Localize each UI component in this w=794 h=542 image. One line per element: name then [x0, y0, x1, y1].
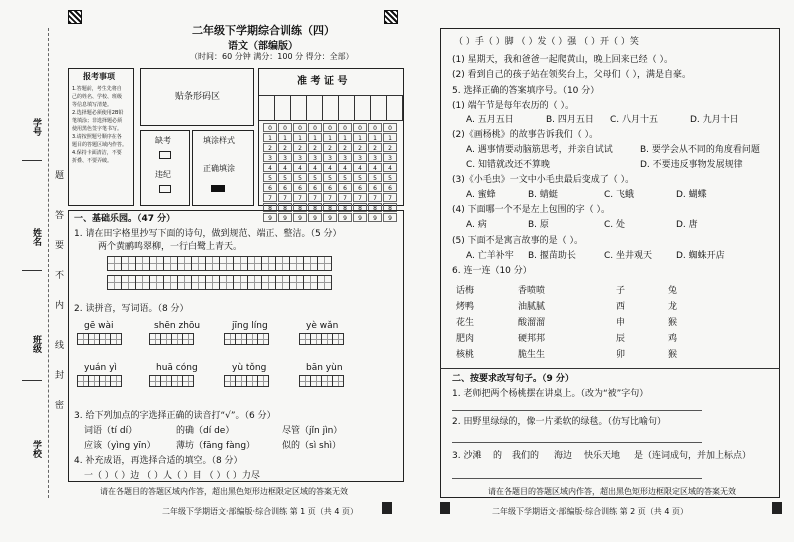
digit-bubble[interactable]: 0 [353, 123, 367, 132]
digit-bubble[interactable]: 6 [308, 183, 322, 192]
pinyin-grid-1[interactable] [78, 333, 122, 345]
digit-bubble[interactable]: 1 [338, 133, 352, 142]
digit-bubble[interactable]: 4 [383, 163, 397, 172]
digit-bubble[interactable]: 6 [278, 183, 292, 192]
match-left-item[interactable]: 话梅 [456, 286, 475, 296]
digit-bubble[interactable]: 6 [368, 183, 382, 192]
pinyin-grid-7[interactable] [225, 375, 269, 387]
q5-3-opt-c[interactable]: C. 飞蛾 [604, 190, 635, 200]
digit-bubble[interactable]: 5 [323, 173, 337, 182]
digit-bubble[interactable]: 7 [278, 193, 292, 202]
digit-bubble[interactable]: 9 [263, 213, 277, 222]
notice-title: 报考事项 [83, 72, 115, 81]
q6-right2-col[interactable] [668, 283, 688, 363]
notice-line: 使用黑色签字笔书写。 [72, 126, 123, 132]
s2-q1: 1. 老师把两个杨桃摆在讲桌上。（改为“被”字句） [452, 389, 649, 399]
s2-q3-w4: 海边 [554, 451, 573, 461]
q5-title: 5. 选择正确的答案填序号。（10 分） [452, 86, 600, 96]
digit-bubble[interactable]: 3 [368, 153, 382, 162]
page-title: 二年级下学期综合训练（四） [192, 24, 335, 37]
margin-rule [22, 270, 42, 271]
q4-sentence-2: (2) 看到自己的孩子站在领奖台上，父母们（ ），满是自豪。 [452, 70, 691, 80]
answer-line-3[interactable] [452, 478, 702, 479]
digit-bubble[interactable]: 2 [353, 143, 367, 152]
corner-mark-icon [382, 502, 392, 514]
q3-text: 3. 给下列加点的字选择正确的读音打“√”。（6 分） [74, 411, 276, 421]
digit-bubble[interactable]: 2 [278, 143, 292, 152]
match-right-item[interactable]: 猴 [668, 350, 678, 360]
absent-label: 缺考 [155, 136, 171, 145]
admission-title: 准 考 证 号 [297, 76, 348, 87]
fill-sample-title: 填涂样式 [203, 136, 235, 145]
match-left-item[interactable]: 花生 [456, 318, 475, 328]
digit-bubble[interactable]: 2 [263, 143, 277, 152]
q5-3-opt-b[interactable]: B. 蜻蜓 [528, 190, 558, 200]
pinyin-5: yuán yì [84, 363, 117, 373]
digit-bubble[interactable]: 7 [338, 193, 352, 202]
pinyin-8: bān yùn [306, 363, 343, 373]
q5-1-opt-c[interactable]: C. 八月十五 [610, 115, 659, 125]
match-right-item[interactable]: 申 [616, 318, 626, 328]
pinyin-grid-3[interactable] [225, 333, 269, 345]
match-mid-item[interactable]: 脆生生 [518, 350, 546, 360]
absent-checkbox[interactable] [159, 151, 171, 159]
answer-line-2[interactable] [452, 442, 702, 443]
notice-box [68, 68, 134, 206]
violation-label: 违纪 [155, 170, 171, 179]
digit-bubble[interactable]: 4 [353, 163, 367, 172]
digit-bubble[interactable]: 0 [383, 123, 397, 132]
student-id-label: 学号 [31, 118, 41, 136]
q1-writing-grid-1[interactable] [108, 256, 332, 271]
q5-2-opt-c[interactable]: C. 知错就改还不算晚 [466, 160, 551, 170]
digit-bubble[interactable]: 7 [383, 193, 397, 202]
digit-bubble[interactable]: 1 [278, 133, 292, 142]
digit-bubble[interactable]: 7 [308, 193, 322, 202]
answer-line-1[interactable] [452, 410, 702, 411]
digit-bubble[interactable]: 9 [368, 213, 382, 222]
notice-line: 己的姓名、学校、班级 [72, 94, 123, 100]
pinyin-6: huā cóng [156, 363, 198, 373]
digit-bubble[interactable]: 8 [263, 203, 277, 212]
notice-line: 3.请按照题号顺序在各 [72, 134, 122, 140]
class-label: 班级 [31, 335, 41, 353]
digit-bubble[interactable]: 3 [308, 153, 322, 162]
name-label: 姓名 [31, 228, 41, 246]
digit-bubble[interactable]: 2 [338, 143, 352, 152]
section2-title: 二、按要求改写句子。（9 分） [452, 374, 574, 384]
digit-bubble[interactable]: 1 [383, 133, 397, 142]
absent-box [140, 130, 190, 206]
pinyin-grid-5[interactable] [78, 375, 122, 387]
q5-5: (5) 下面不是寓言故事的是（ ）。 [452, 236, 583, 246]
digit-bubble[interactable]: 9 [353, 213, 367, 222]
seal-char: 要 [53, 240, 63, 249]
q5-5-opt-b[interactable]: B. 揠苗助长 [528, 251, 576, 261]
digit-bubble[interactable]: 1 [263, 133, 277, 142]
pinyin-grid-8[interactable] [300, 375, 344, 387]
digit-bubble[interactable]: 2 [383, 143, 397, 152]
pinyin-grid-6[interactable] [150, 375, 194, 387]
digit-bubble[interactable]: 1 [308, 133, 322, 142]
s2-q3-w6: 是（连词成句，并加上标点） [634, 451, 752, 461]
digit-bubble[interactable]: 7 [323, 193, 337, 202]
digit-bubble[interactable]: 4 [368, 163, 382, 172]
digit-bubble[interactable]: 5 [308, 173, 322, 182]
qr-mark-icon [68, 10, 82, 24]
digit-bubble[interactable]: 7 [263, 193, 277, 202]
section1-title: 一、基础乐园。（47 分） [74, 214, 176, 224]
corner-mark-icon [772, 502, 782, 514]
pinyin-2: shēn zhōu [154, 321, 201, 331]
q5-1-opt-a[interactable]: A. 五月五日 [466, 115, 514, 125]
match-mid-item[interactable]: 酸溜溜 [518, 318, 546, 328]
match-left-item[interactable]: 肥肉 [456, 334, 475, 344]
exam-meta: （时间：60 分钟 满分：100 分 得分：全部） [190, 52, 354, 61]
s2-q3-w3: 我们的 [512, 451, 540, 461]
digit-bubble[interactable]: 8 [368, 203, 382, 212]
q5-4-opt-b[interactable]: B. 原 [528, 220, 549, 230]
digit-bubble[interactable]: 3 [383, 153, 397, 162]
admission-number-box [258, 68, 404, 222]
digit-bubble[interactable]: 3 [293, 153, 307, 162]
match-right-item[interactable]: 子 [616, 286, 626, 296]
digit-bubble[interactable]: 3 [323, 153, 337, 162]
violation-checkbox[interactable] [159, 185, 171, 193]
q3-item-2[interactable]: 的确（dí de） [176, 426, 235, 436]
s2-q3-w5: 快乐天地 [584, 451, 621, 461]
seal-char: 题 [53, 170, 63, 179]
digit-bubble[interactable]: 4 [338, 163, 352, 172]
q1-poem: 两个黄鹂鸣翠柳，一行白鹭上青天。 [98, 242, 243, 252]
pinyin-grid-4[interactable] [300, 333, 344, 345]
q3-item-3[interactable]: 尽管（jǐn jìn） [282, 426, 343, 436]
q4-sentence-1: (1) 星期天，我和爸爸一起爬黄山，晚上回来已经（ ）。 [452, 55, 673, 65]
page-subtitle: 语文（部编版） [228, 41, 298, 52]
digit-bubble[interactable]: 1 [323, 133, 337, 142]
digit-bubble[interactable]: 6 [293, 183, 307, 192]
q6-mid-col[interactable] [518, 283, 568, 363]
digit-bubble[interactable]: 9 [383, 213, 397, 222]
barcode-area [140, 68, 254, 126]
q5-2-opt-a[interactable]: A. 遇事情要动脑筋思考，并亲自试试 [466, 145, 613, 155]
digit-bubble[interactable]: 9 [323, 213, 337, 222]
admission-write-row[interactable] [259, 95, 403, 121]
notice-line: 2.选择题必须使用2B铅 [72, 110, 124, 116]
q3-item-5[interactable]: 薄坊（fāng fàng） [176, 441, 256, 451]
notice-line: 笔填涂；非选择题必须 [72, 118, 123, 124]
notice-line: 题目的答题区域内作答。 [72, 142, 128, 148]
digit-bubble[interactable]: 0 [368, 123, 382, 132]
q4-text: 4. 补充成语，再选择合适的填空。（8 分） [74, 456, 243, 466]
digit-bubble[interactable]: 3 [278, 153, 292, 162]
q5-5-opt-a[interactable]: A. 亡羊补牢 [466, 251, 514, 261]
digit-bubble[interactable]: 0 [263, 123, 277, 132]
notice-line: 1.答题前，考生先将自 [72, 86, 122, 92]
q6-right1-col[interactable] [616, 283, 636, 363]
q5-5-opt-d[interactable]: D. 蜘蛛开店 [676, 251, 725, 261]
digit-bubble[interactable]: 2 [293, 143, 307, 152]
digit-bubble[interactable]: 6 [353, 183, 367, 192]
digit-bubble[interactable]: 5 [263, 173, 277, 182]
notice-text [72, 85, 127, 165]
q5-4: (4) 下面哪一个不是左上包围的字（ ）。 [452, 205, 610, 215]
pinyin-grid-2[interactable] [150, 333, 194, 345]
digit-bubble[interactable]: 3 [353, 153, 367, 162]
match-left-item[interactable]: 核桃 [456, 350, 475, 360]
digit-bubble[interactable]: 5 [293, 173, 307, 182]
q6-left-col[interactable] [456, 283, 496, 363]
digit-bubble-grid[interactable] [263, 123, 398, 223]
digit-bubble[interactable]: 4 [308, 163, 322, 172]
answer-area-right [440, 28, 780, 498]
digit-bubble[interactable]: 7 [353, 193, 367, 202]
digit-bubble[interactable]: 3 [263, 153, 277, 162]
digit-bubble[interactable]: 7 [293, 193, 307, 202]
footer-note-left: 请在各题目的答题区域内作答，超出黑色矩形边框限定区域的答案无效 [100, 487, 348, 496]
s2-q2: 2. 田野里绿绿的，像一片柔软的绿毯。（仿写比喻句） [452, 417, 666, 427]
digit-bubble[interactable]: 5 [338, 173, 352, 182]
digit-bubble[interactable]: 1 [293, 133, 307, 142]
match-right-item[interactable]: 鸡 [668, 334, 678, 344]
digit-bubble[interactable]: 7 [368, 193, 382, 202]
notice-line: 4.保持卡面清洁，不要 [72, 150, 122, 156]
match-mid-item[interactable]: 香喷喷 [518, 286, 546, 296]
digit-bubble[interactable]: 6 [383, 183, 397, 192]
page-footer-right: 二年级下学期语文·部编版·综合训练 第 2 页（共 4 页） [492, 507, 688, 516]
margin-rule [22, 380, 42, 381]
q5-1-opt-d[interactable]: D. 九月十日 [690, 115, 739, 125]
s2-q3-w2: 的 [493, 451, 503, 461]
digit-bubble[interactable]: 4 [278, 163, 292, 172]
footer-note-right: 请在各题目的答题区域内作答，超出黑色矩形边框限定区域的答案无效 [488, 487, 736, 496]
digit-bubble[interactable]: 1 [368, 133, 382, 142]
seal-char: 答 [53, 210, 63, 219]
digit-bubble[interactable]: 0 [323, 123, 337, 132]
q5-3-opt-d[interactable]: D. 蝴蝶 [676, 190, 707, 200]
digit-bubble[interactable]: 4 [323, 163, 337, 172]
digit-bubble[interactable]: 4 [263, 163, 277, 172]
q5-2-opt-d[interactable]: D. 不要违反事物发展规律 [640, 160, 743, 170]
margin-rule [22, 160, 42, 161]
match-right-item[interactable]: 西 [616, 302, 626, 312]
digit-bubble[interactable]: 8 [353, 203, 367, 212]
digit-bubble[interactable]: 0 [293, 123, 307, 132]
q5-2-opt-b[interactable]: B. 要学会从不同的角度看问题 [640, 145, 760, 155]
match-mid-item[interactable]: 硬邦邦 [518, 334, 546, 344]
digit-bubble[interactable]: 5 [353, 173, 367, 182]
qr-mark-icon [384, 10, 398, 24]
q5-1-opt-b[interactable]: B. 四月五日 [546, 115, 594, 125]
digit-bubble[interactable]: 0 [338, 123, 352, 132]
notice-line: 等信息填写清楚。 [72, 102, 113, 108]
q1-writing-grid-2[interactable] [108, 275, 332, 290]
q5-4-opt-a[interactable]: A. 病 [466, 220, 487, 230]
q5-5-opt-c[interactable]: C. 坐井观天 [604, 251, 653, 261]
digit-bubble[interactable]: 0 [278, 123, 292, 132]
digit-bubble[interactable]: 9 [338, 213, 352, 222]
page-footer-left: 二年级下学期语文·部编版·综合训练 第 1 页（共 4 页） [162, 507, 358, 516]
digit-bubble[interactable]: 5 [383, 173, 397, 182]
digit-bubble[interactable]: 8 [308, 203, 322, 212]
digit-bubble[interactable]: 6 [263, 183, 277, 192]
match-right-item[interactable]: 龙 [668, 302, 678, 312]
q4-line[interactable]: （ ）手（ ）脚 （ ）发（ ）强 （ ）开（ ）笑 [454, 37, 639, 47]
q6-title: 6. 连一连（10 分） [452, 266, 532, 276]
section-divider [440, 368, 780, 369]
school-label: 学校 [31, 440, 41, 458]
digit-bubble[interactable]: 2 [308, 143, 322, 152]
notice-line: 折叠、不要弄破。 [72, 158, 113, 164]
seal-char: 线 [53, 340, 63, 349]
digit-bubble[interactable]: 0 [308, 123, 322, 132]
digit-bubble[interactable]: 9 [308, 213, 322, 222]
digit-bubble[interactable]: 2 [323, 143, 337, 152]
seal-char: 内 [53, 300, 63, 309]
q3-item-6[interactable]: 似的（sì shì） [282, 441, 341, 451]
digit-bubble[interactable]: 8 [338, 203, 352, 212]
match-left-item[interactable]: 烤鸭 [456, 302, 475, 312]
q2-text: 2. 读拼音，写词语。（8 分） [74, 304, 189, 314]
barcode-label: 贴条形码区 [175, 92, 221, 102]
pinyin-7: yù tǒng [232, 363, 267, 373]
match-right-item[interactable]: 辰 [616, 334, 626, 344]
match-right-item[interactable]: 猴 [668, 318, 678, 328]
digit-bubble[interactable]: 6 [338, 183, 352, 192]
seal-char: 不 [53, 270, 63, 279]
match-right-item[interactable]: 卯 [616, 350, 626, 360]
fill-correct-label: 正确填涂 [203, 164, 235, 173]
digit-bubble[interactable]: 5 [368, 173, 382, 182]
digit-bubble[interactable]: 9 [293, 213, 307, 222]
s2-q3-w1: 3. 沙滩 [452, 451, 482, 461]
digit-bubble[interactable]: 1 [353, 133, 367, 142]
digit-bubble[interactable]: 9 [278, 213, 292, 222]
filled-sample-mark [211, 185, 225, 192]
pinyin-4: yè wǎn [306, 321, 339, 331]
digit-bubble[interactable]: 8 [383, 203, 397, 212]
digit-bubble[interactable]: 8 [278, 203, 292, 212]
q5-2: (2)《画杨桃》的故事告诉我们（ ）。 [452, 130, 599, 140]
q4-blanks[interactable]: 一（ ）（ ）边 （ ）人（ ）目 （ ）（ ）力尽 [84, 471, 260, 481]
q3-item-4[interactable]: 应该（yìng yīn） [84, 441, 156, 451]
seal-char: 密 [53, 400, 63, 409]
digit-bubble[interactable]: 2 [368, 143, 382, 152]
match-mid-item[interactable]: 油腻腻 [518, 302, 546, 312]
q5-1: (1) 端午节是每年农历的（ ）。 [452, 101, 574, 111]
seal-char: 封 [53, 370, 63, 379]
pinyin-1: gē wài [84, 321, 114, 331]
digit-bubble[interactable]: 8 [293, 203, 307, 212]
digit-bubble[interactable]: 3 [338, 153, 352, 162]
digit-bubble[interactable]: 5 [278, 173, 292, 182]
corner-mark-icon [440, 502, 450, 514]
q3-item-1[interactable]: 词语（tí dí） [84, 426, 138, 436]
q5-4-opt-d[interactable]: D. 唐 [676, 220, 698, 230]
q5-3-opt-a[interactable]: A. 蜜蜂 [466, 190, 496, 200]
q5-4-opt-c[interactable]: C. 处 [604, 220, 626, 230]
digit-bubble[interactable]: 6 [323, 183, 337, 192]
q5-3: (3)《小毛虫》一文中小毛虫最后变成了（ ）。 [452, 175, 635, 185]
q1-text: 1. 请在田字格里抄写下面的诗句，做到规范、端正、整洁。（5 分） [74, 229, 342, 239]
match-right-item[interactable]: 兔 [668, 286, 678, 296]
digit-bubble[interactable]: 4 [293, 163, 307, 172]
fill-sample-box [192, 130, 254, 206]
digit-bubble[interactable]: 8 [323, 203, 337, 212]
pinyin-3: jīng líng [232, 321, 268, 331]
binding-line [48, 28, 49, 498]
